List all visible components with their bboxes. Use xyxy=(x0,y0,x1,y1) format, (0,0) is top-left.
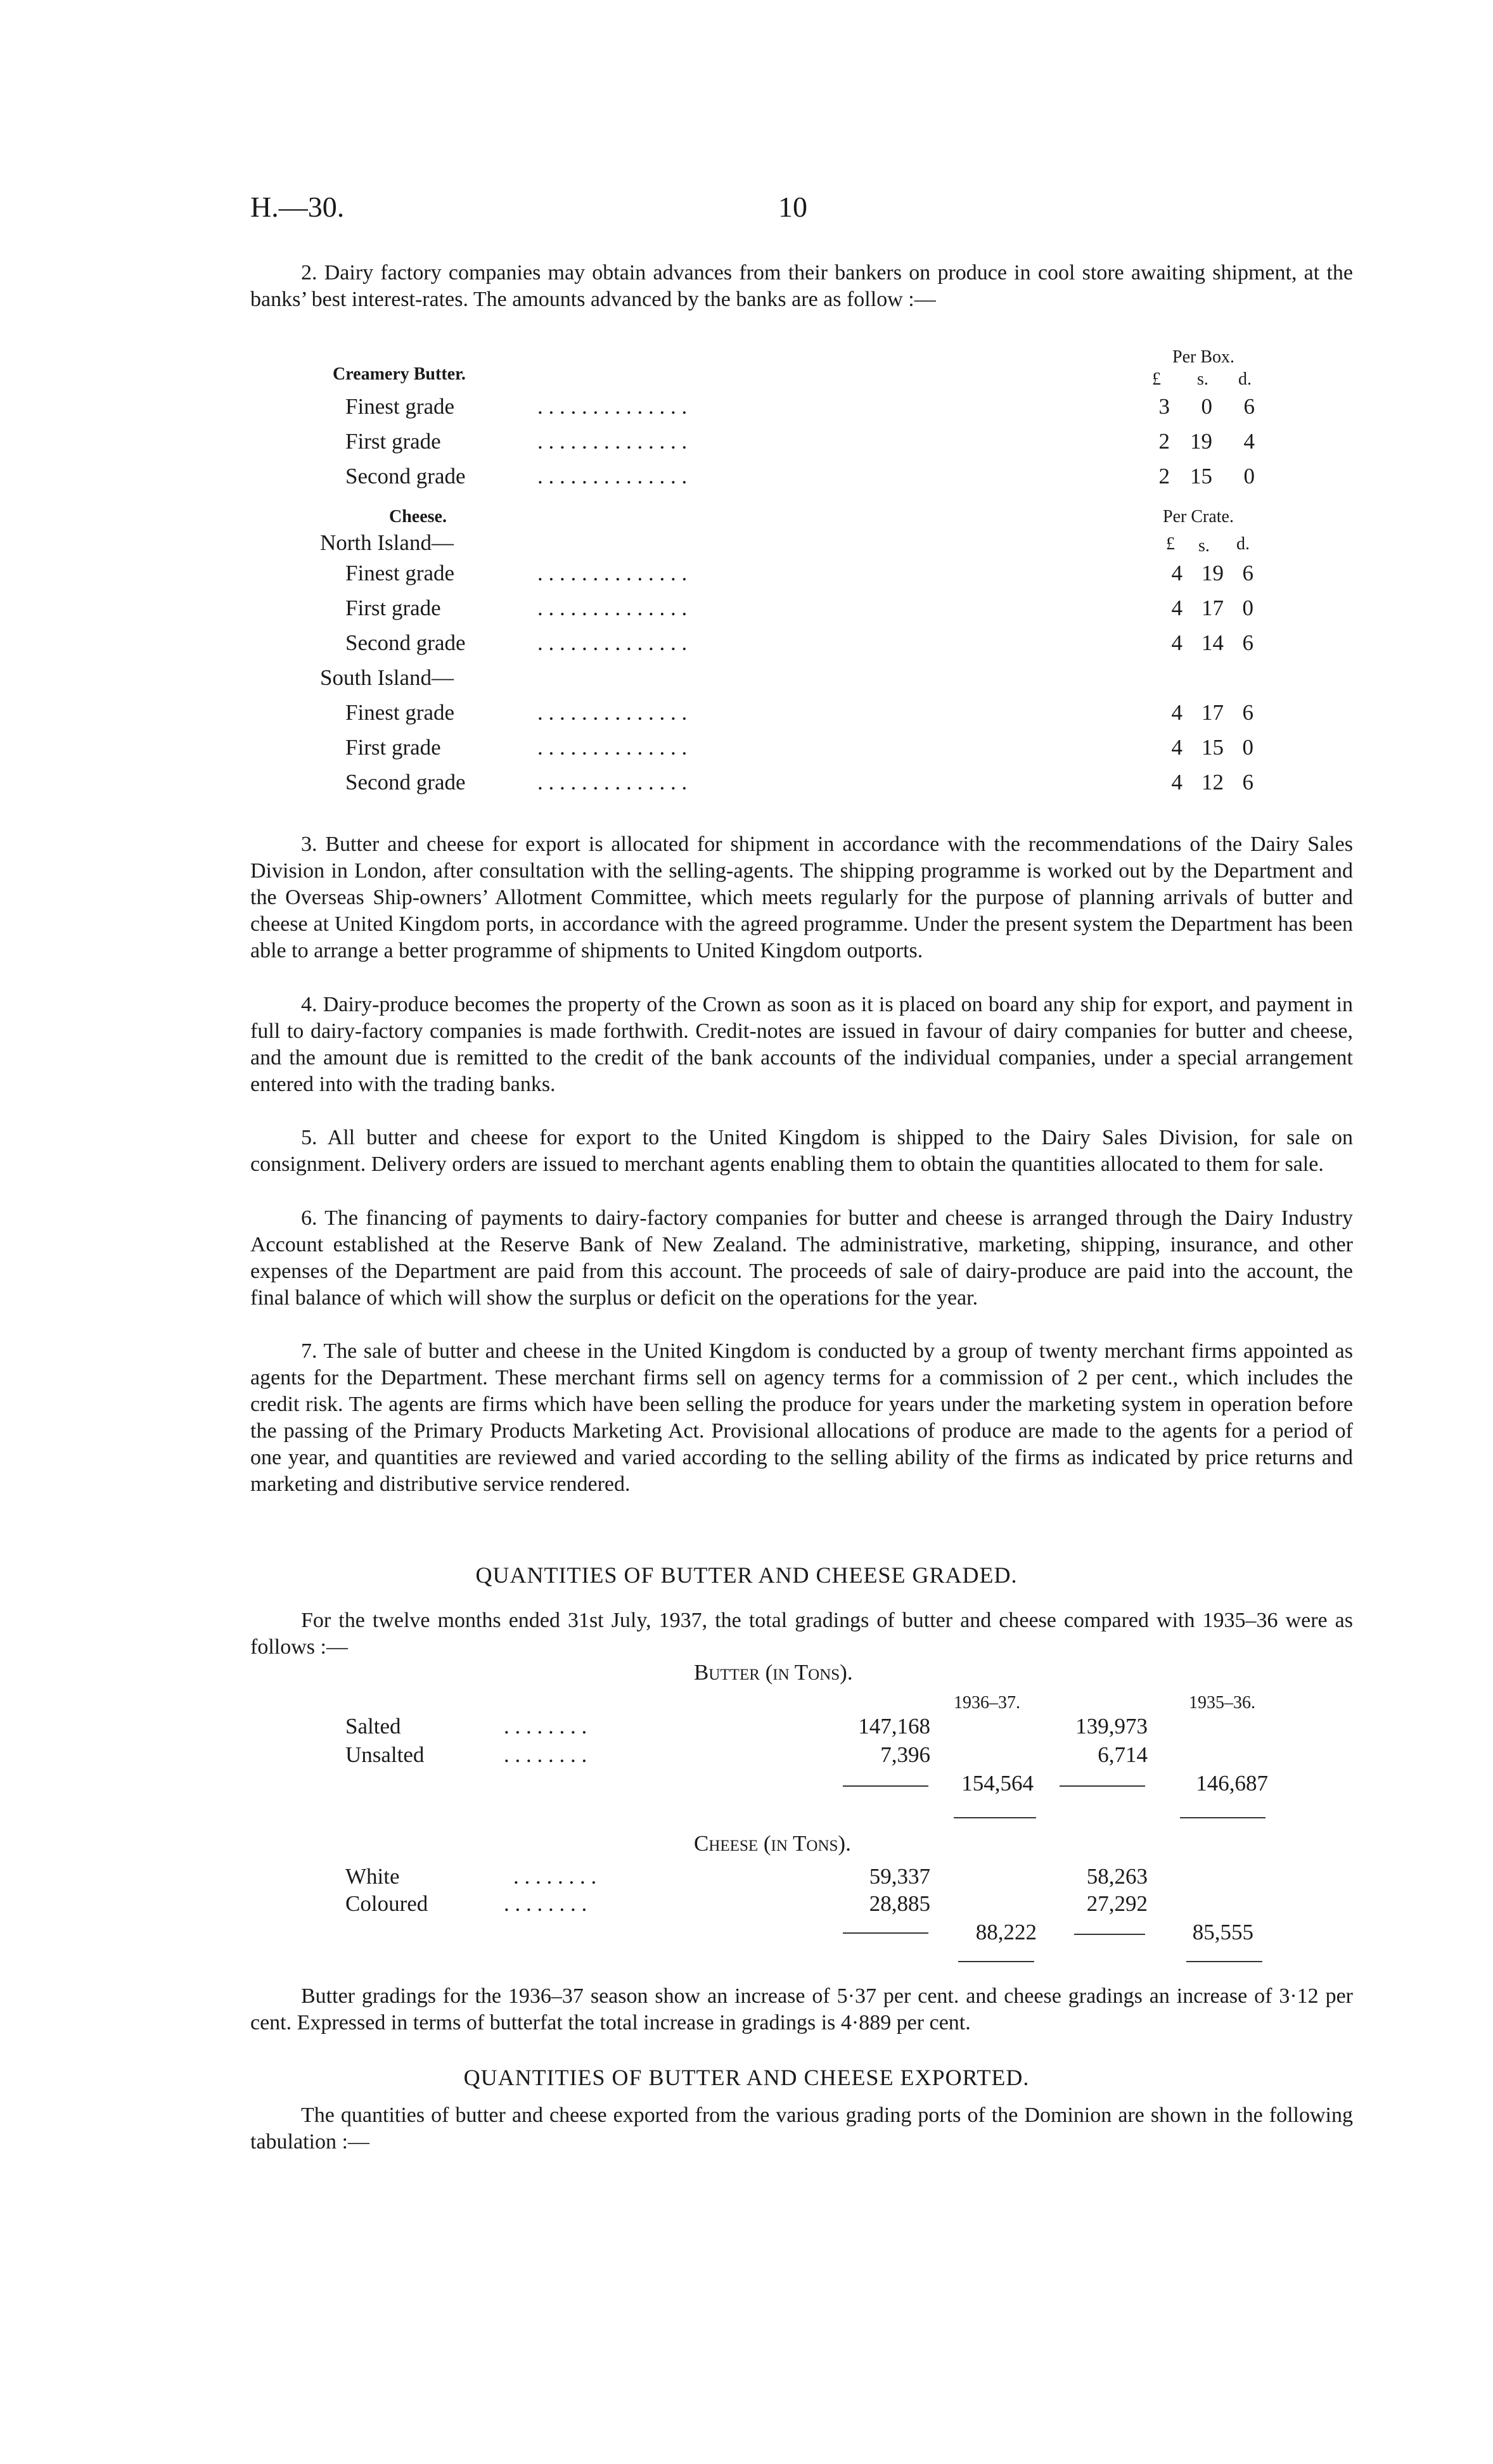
pounds: 4 xyxy=(1171,735,1182,760)
subtotal-rule xyxy=(1060,1785,1145,1787)
total-rule xyxy=(958,1961,1034,1962)
pence: 4 xyxy=(1243,429,1255,454)
paragraph-4: 4. Dairy-produce becomes the property of the Crown as soon as it is placed on board any ship for export, and payment in full to dairy-factory companies is made forthwith. Credit-notes are issued in favour of dairy companies for butter and cheese, and the amount due is remitted to the credit of the bank accounts of the individual companies, under a special arrangement entered into with the trading banks. xyxy=(250,993,1353,1096)
pence: 0 xyxy=(1242,735,1253,760)
shillings: 0 xyxy=(1201,394,1212,419)
grade-label: Finest grade xyxy=(345,561,455,585)
grade-label: Finest grade xyxy=(345,700,455,725)
pence: 0 xyxy=(1242,596,1253,620)
pence: 6 xyxy=(1242,700,1253,725)
paragraph-7: 7. The sale of butter and cheese in the United Kingdom is conducted by a group of twenty merchant firms appointed as agents for the Department. These merchant firms sell on agency terms for a commission of 2 per cent., which includes the credit risk. The agents are firms which have been selling the produce for years under the marketing system in operation before the passing of the Primary Products Marketing Act. Provisional allocations of produce are made to the agents for a period of one year, and quantities are reviewed and varied according to the selling ability of the firms as indicated by price returns and marketing and distributive service rendered. xyxy=(250,1339,1353,1496)
leader-dots: . . . . . . . . xyxy=(504,1891,587,1916)
cheese-tons-heading: Cheese (in Tons). xyxy=(694,1831,851,1856)
pounds: 4 xyxy=(1171,700,1182,725)
currency-pence-header: d. xyxy=(1236,534,1250,554)
grade-label: First grade xyxy=(345,596,441,620)
row-label: Salted xyxy=(345,1714,401,1739)
paragraph-5: 5. All butter and cheese for export to the United Kingdom is shipped to the Dairy Sales Division, for sale on consignment. Delivery orders are issued to merchant agents enabling them to obtain the quantities allocated to them for sale. xyxy=(250,1126,1353,1176)
pounds: 2 xyxy=(1158,464,1170,488)
shillings: 12 xyxy=(1201,770,1224,795)
leader-dots: . . . . . . . . . . . . . . xyxy=(537,700,688,725)
total-rule xyxy=(954,1817,1036,1818)
pence: 6 xyxy=(1242,630,1253,655)
shillings: 17 xyxy=(1201,700,1224,725)
butter-total-1935-36: 146,687 xyxy=(1196,1771,1268,1796)
subtotal-rule xyxy=(1074,1934,1145,1935)
total-rule xyxy=(1186,1961,1262,1962)
leader-dots: . . . . . . . . xyxy=(504,1742,587,1767)
value-1935-36: 6,714 xyxy=(1098,1742,1148,1767)
pence: 6 xyxy=(1243,394,1255,419)
leader-dots: . . . . . . . . . . . . . . xyxy=(537,464,688,488)
value-1936-37: 147,168 xyxy=(858,1714,930,1739)
butter-total-1936-37: 154,564 xyxy=(961,1771,1034,1796)
leader-dots: . . . . . . . . . . . . . . xyxy=(537,429,688,454)
pounds: 3 xyxy=(1158,394,1170,419)
currency-pence-header: d. xyxy=(1238,369,1252,389)
currency-shillings-header: s. xyxy=(1198,536,1210,556)
value-1935-36: 58,263 xyxy=(1086,1864,1148,1889)
cheese-total-1935-36: 85,555 xyxy=(1192,1920,1253,1944)
subtotal-rule xyxy=(843,1932,928,1934)
leader-dots: . . . . . . . . . . . . . . xyxy=(537,394,688,419)
exported-heading: QUANTITIES OF BUTTER AND CHEESE EXPORTED. xyxy=(463,2065,1030,2090)
per-crate-label: Per Crate. xyxy=(1163,507,1234,527)
pounds: 4 xyxy=(1171,770,1182,795)
shillings: 14 xyxy=(1201,630,1224,655)
currency-shillings-header: s. xyxy=(1197,369,1208,389)
pence: 6 xyxy=(1242,561,1253,585)
subtotal-rule xyxy=(843,1785,928,1787)
value-1936-37: 59,337 xyxy=(869,1864,930,1889)
grade-label: First grade xyxy=(345,735,441,760)
shillings: 19 xyxy=(1190,429,1212,454)
leader-dots: . . . . . . . . . . . . . . xyxy=(537,561,688,585)
value-1936-37: 28,885 xyxy=(869,1891,930,1916)
grade-label: Second grade xyxy=(345,630,466,655)
row-label: Coloured xyxy=(345,1891,428,1916)
row-label: Unsalted xyxy=(345,1742,425,1767)
cheese-total-1936-37: 88,222 xyxy=(975,1920,1037,1944)
total-rule xyxy=(1180,1817,1266,1818)
per-box-label: Per Box. xyxy=(1172,347,1234,367)
currency-pounds-header: £ xyxy=(1166,534,1175,554)
pounds: 4 xyxy=(1171,596,1182,620)
value-1935-36: 27,292 xyxy=(1086,1891,1148,1916)
pounds: 2 xyxy=(1158,429,1170,454)
south-island-label: South Island— xyxy=(320,665,454,690)
paragraph-2: 2. Dairy factory companies may obtain advances from their bankers on produce in cool store awaiting shipment, at the banks’ best interest-rates. The amounts advanced by the banks are as follow :— xyxy=(250,261,1353,311)
grade-label: Second grade xyxy=(345,464,466,488)
year-1935-36-label: 1935–36. xyxy=(1189,1693,1255,1713)
graded-intro: For the twelve months ended 31st July, 1937, the total gradings of butter and cheese compared with 1935–36 were as follows :— xyxy=(250,1609,1353,1659)
pounds: 4 xyxy=(1171,561,1182,585)
row-label: White xyxy=(345,1864,400,1889)
grade-label: Finest grade xyxy=(345,394,455,419)
leader-dots: . . . . . . . . . . . . . . xyxy=(537,630,688,655)
value-1936-37: 7,396 xyxy=(880,1742,930,1767)
cheese-heading: Cheese. xyxy=(389,507,447,527)
document-reference: H.—30. xyxy=(250,191,345,223)
pence: 0 xyxy=(1243,464,1255,488)
exported-intro: The quantities of butter and cheese exported from the various grading ports of the Dominion are shown in the following tabulation :— xyxy=(250,2103,1353,2154)
shillings: 17 xyxy=(1201,596,1224,620)
shillings: 15 xyxy=(1201,735,1224,760)
graded-heading: QUANTITIES OF BUTTER AND CHEESE GRADED. xyxy=(475,1562,1018,1588)
leader-dots: . . . . . . . . . . . . . . xyxy=(537,735,688,760)
paragraph-6: 6. The financing of payments to dairy-factory companies for butter and cheese is arranged through the Dairy Industry Account established at the Reserve Bank of New Zealand. The administrative, marketing, shipping, insurance, and other expenses of the Department are paid from this account. The proceeds of sale of dairy-produce are paid into the account, the final balance of which will show the surplus or deficit on the operations for the year. xyxy=(250,1206,1353,1310)
grade-label: Second grade xyxy=(345,770,466,795)
paragraph-3: 3. Butter and cheese for export is allocated for shipment in accordance with the recommendations of the Dairy Sales Division in London, after consultation with the selling-agents. The shipping programme is worked out by the Department and the Overseas Ship-owners’ Allotment Committee, which meets regularly for the purpose of planning arrivals of butter and cheese at United Kingdom ports, in accordance with the agreed programme. Under the present system the Department has been able to arrange a better programme of shipments to United Kingdom outports. xyxy=(250,833,1353,962)
shillings: 15 xyxy=(1190,464,1212,488)
pence: 6 xyxy=(1242,770,1253,795)
currency-pounds-header: £ xyxy=(1152,369,1161,389)
grade-label: First grade xyxy=(345,429,441,454)
year-1936-37-label: 1936–37. xyxy=(954,1693,1020,1713)
butter-tons-heading: Butter (in Tons). xyxy=(694,1660,853,1685)
page-number: 10 xyxy=(778,191,807,223)
butter-heading: Creamery Butter. xyxy=(333,364,466,384)
leader-dots: . . . . . . . . xyxy=(513,1864,597,1889)
pounds: 4 xyxy=(1171,630,1182,655)
value-1935-36: 139,973 xyxy=(1075,1714,1148,1739)
leader-dots: . . . . . . . . . . . . . . xyxy=(537,596,688,620)
graded-summary: Butter gradings for the 1936–37 season show an increase of 5·37 per cent. and cheese gradings an increase of 3·12 per cent. Expressed in terms of butterfat the total increase in gradings is 4·889 per cent. xyxy=(250,1984,1353,2034)
shillings: 19 xyxy=(1201,561,1224,585)
leader-dots: . . . . . . . . . . . . . . xyxy=(537,770,688,795)
leader-dots: . . . . . . . . xyxy=(504,1714,587,1739)
north-island-label: North Island— xyxy=(320,530,454,555)
